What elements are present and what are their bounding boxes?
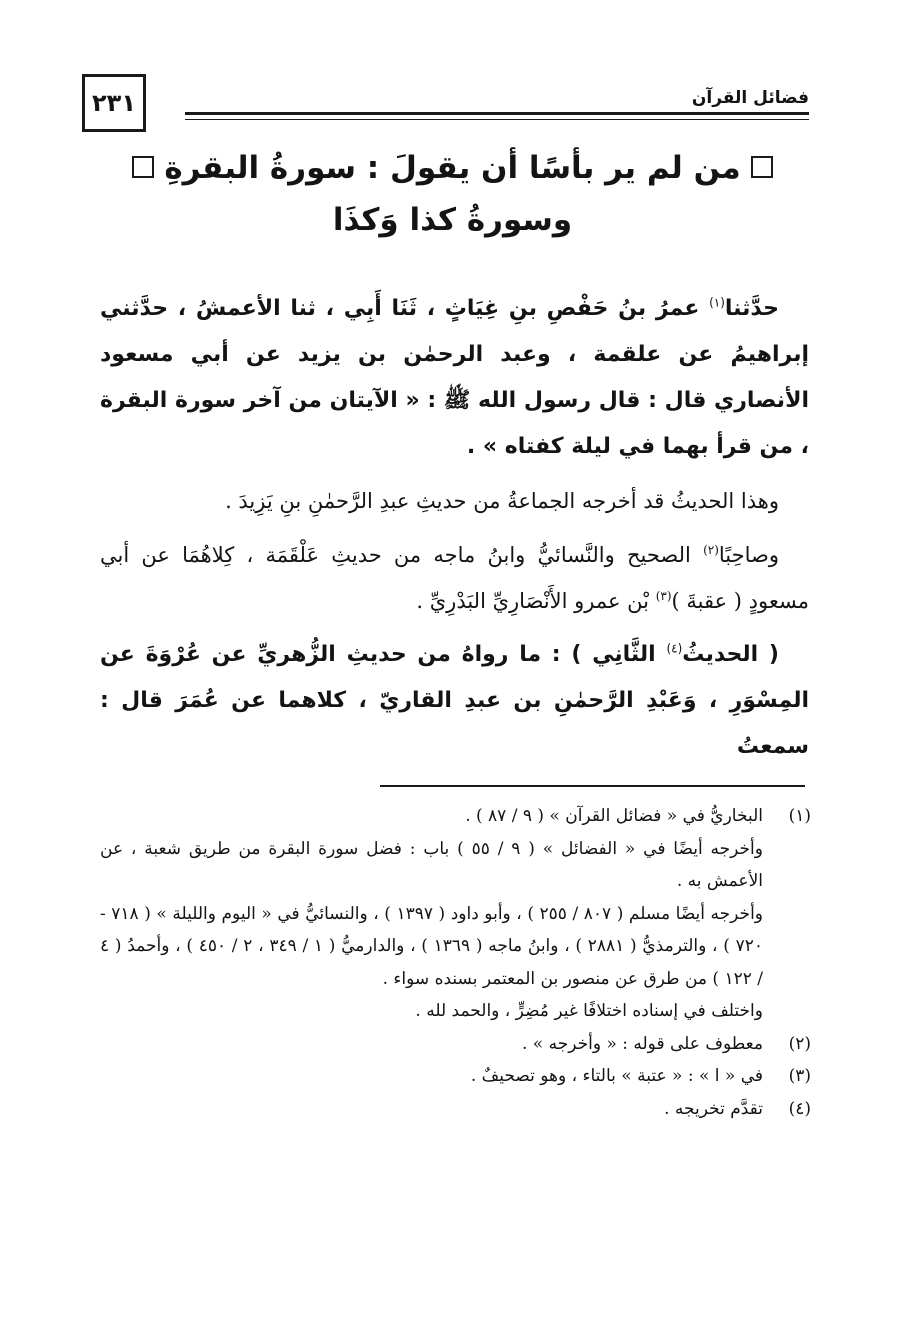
chapter-title-line-2: وسورةُ كذا وَكذَا xyxy=(332,202,573,238)
chapter-title xyxy=(120,142,785,246)
box-ornament-icon xyxy=(132,156,154,178)
footnote-1 xyxy=(100,800,811,833)
footnote-text: البخاريُّ في « فضائل القرآن » ( ٩ / ٨٧ ) . xyxy=(465,806,763,826)
footnote-2 xyxy=(100,1028,811,1061)
footnote-4 xyxy=(100,1093,811,1126)
commentary-text: بْن عمرو الأَنْصَارِيِّ البَدْرِيِّ . xyxy=(416,589,656,613)
footnote-ref-3: (٣) xyxy=(655,589,672,603)
footnote-text: تقدَّم تخريجه . xyxy=(664,1098,763,1119)
main-text xyxy=(100,286,809,770)
chapter-title-line-1-text: من لم ير بأسًا أن يقولَ : سورةُ البقرةِ xyxy=(164,150,741,186)
chapter-title-line-1 xyxy=(120,142,785,194)
footnote-ref-4: (٤) xyxy=(666,641,683,656)
footnote-text: في « ا » : « عتبة » بالتاء ، وهو تصحيفٌ . xyxy=(470,1066,763,1086)
footnotes xyxy=(100,800,811,1125)
commentary-text: وصاحِبًا xyxy=(718,543,779,567)
commentary-paragraph: وهذا الحديثُ قد أخرجه الجماعةُ من حديثِ عبدِ الرَّحمٰنِ بنِ يَزِيدَ . xyxy=(225,489,779,513)
page-number-box xyxy=(82,74,146,132)
header-rule-thin xyxy=(185,119,809,120)
hadith-text: الثَّانِي ) : ما رواهُ من حديثِ الزُّهريِّ عن عُرْوَةَ عن المِسْوَرِ ، وَعَبْدِ الرَّحمٰنِ بن عبدِ القاريّ ، كلاهما عن عُمَرَ قال : سمعتُ xyxy=(100,642,809,759)
commentary-paragraph xyxy=(100,532,809,624)
footnote-number: (٢) xyxy=(788,1033,811,1054)
footnote-3 xyxy=(100,1060,811,1093)
page-number: ٢٣١ xyxy=(92,89,136,117)
footnote-number: (٤) xyxy=(788,1098,811,1119)
footnote-ref-1: (١) xyxy=(709,295,725,310)
running-header-title: فضائل القرآن xyxy=(691,88,809,108)
hadith-text: ( الحديثُ xyxy=(682,642,779,667)
footnote-number: (٣) xyxy=(788,1066,811,1086)
hadith-text: حدَّثنا xyxy=(724,296,779,321)
second-hadith-paragraph xyxy=(100,632,809,770)
footnote-number: (١) xyxy=(788,806,811,826)
footnote-1-continuation: وأخرجه أيضًا في « الفضائل » ( ٩ / ٥٥ ) باب : فضل سورة البقرة من طريق شعبة ، عن الأعمش به . xyxy=(100,838,763,891)
header-rule-thick xyxy=(185,112,809,115)
hadith-paragraph xyxy=(100,286,809,470)
footnote-ref-2: (٢) xyxy=(703,543,719,557)
footnote-1-continuation: وأخرجه أيضًا مسلم ( ٨٠٧ / ٢٥٥ ) ، وأبو داود ( ١٣٩٧ ) ، والنسائيُّ في « اليوم والليلة » ( ٧١٨ - ٧٢٠ ) ، والترمذيُّ ( ٢٨٨١ ) ، وابنُ ماجه ( ١٣٦٩ ) ، والدارميُّ ( ١ / ٣٤٩ ، ٢ / ٤٥٠ ) ، وأحمدُ ( ٤ / ١٢٢ ) من طرق عن منصور بن المعتمر بسنده سواء . xyxy=(100,903,764,989)
commentary-text: الصحيح والنَّسائيُّ وابنُ ماجه من حديثِ عَلْقَمَة ، كِلاهُمَا عن أبي مسعودٍ ( عقبةَ ) xyxy=(100,543,809,613)
box-ornament-icon xyxy=(751,156,773,178)
footnote-1-continuation: واختلف في إسناده اختلافًا غير مُضِرٍّ ، والحمد لله . xyxy=(415,1001,763,1021)
hadith-text: عمرُ بنُ حَفْصِ بنِ غِيَاثٍ ، ثَنَا أَبِي ، ثنا الأعمشُ ، حدَّثني إبراهيمُ عن علقمة ، وعبد الرحمٰن بن يزيد عن أبي مسعود الأنصاري قال : قال رسول الله ﷺ : « الآيتان من آخر سورة البقرة ، من قرأ بهما في ليلة كفتاه » . xyxy=(100,296,809,459)
footnote-text: معطوف على قوله : « وأخرجه » . xyxy=(521,1033,763,1054)
footnote-separator xyxy=(380,785,805,787)
